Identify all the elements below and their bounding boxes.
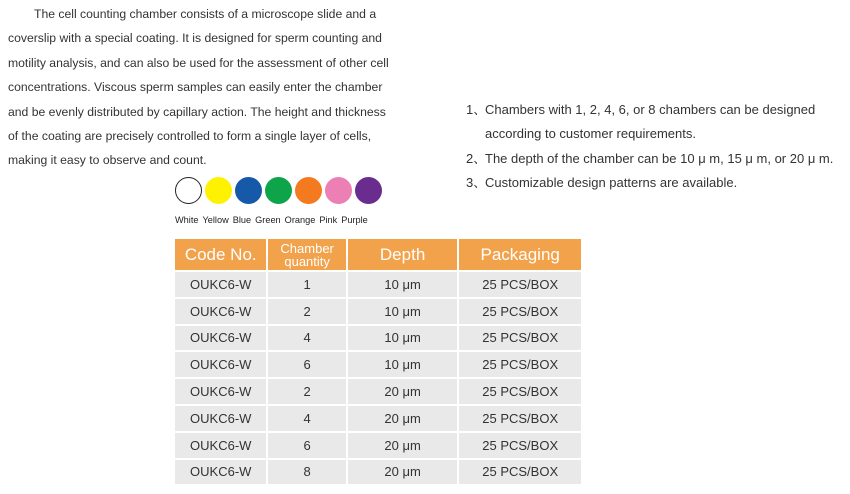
- feature-number: 3、: [466, 175, 487, 191]
- color-swatch-purple: [355, 177, 382, 204]
- color-name: Yellow: [202, 215, 229, 225]
- cell-quantity: 8: [268, 460, 345, 485]
- cell-depth: 20 μm: [348, 433, 458, 458]
- table-header-row: [175, 239, 581, 270]
- cell-depth: 20 μm: [348, 406, 458, 431]
- header-quantity: [268, 239, 345, 270]
- cell-code: OUKC6-W: [175, 460, 266, 485]
- feature-number: 1、: [466, 102, 487, 117]
- intro-line: motility analysis, and can also be used for the assessment of other cell: [8, 55, 389, 70]
- cell-depth: 20 μm: [348, 460, 458, 485]
- table-row: [175, 272, 581, 297]
- color-swatch-yellow: [205, 177, 232, 204]
- cell-quantity: 6: [268, 352, 345, 377]
- header-quantity-line: quantity: [284, 253, 330, 269]
- color-name: White: [175, 215, 199, 225]
- cell-packaging: 25 PCS/BOX: [459, 460, 581, 485]
- table-row: [175, 460, 581, 485]
- table-row: [175, 326, 581, 351]
- table-row: [175, 433, 581, 458]
- intro-line: concentrations. Viscous sperm samples can easily enter the chamber: [8, 80, 383, 95]
- cell-code: OUKC6-W: [175, 433, 266, 458]
- cell-code: OUKC6-W: [175, 326, 266, 351]
- cell-code: OUKC6-W: [175, 352, 266, 377]
- cell-packaging: 25 PCS/BOX: [459, 272, 581, 297]
- feature-item: [466, 171, 850, 195]
- color-name: Purple: [341, 215, 368, 225]
- cell-packaging: 25 PCS/BOX: [459, 326, 581, 351]
- cell-quantity: 1: [268, 272, 345, 297]
- feature-text: Chambers with 1, 2, 4, 6, or 8 chambers can be designed according to customer requirements.: [485, 102, 816, 142]
- feature-text: Customizable design patterns are available.: [485, 175, 738, 191]
- color-name: Green: [255, 215, 281, 225]
- cell-code: OUKC6-W: [175, 272, 266, 297]
- cell-quantity: 6: [268, 433, 345, 458]
- table-row: [175, 299, 581, 324]
- feature-item: [466, 147, 850, 171]
- product-table: [173, 237, 583, 486]
- color-swatches: [175, 177, 382, 204]
- table-row: [175, 352, 581, 377]
- cell-depth: 10 μm: [348, 272, 458, 297]
- header-quantity-line: Chamber: [280, 240, 334, 256]
- table-row: [175, 379, 581, 404]
- header-packaging: Packaging: [459, 239, 581, 270]
- intro-line: coverslip with a special coating. It is designed for sperm counting and: [8, 31, 382, 46]
- cell-quantity: 2: [268, 299, 345, 324]
- color-swatch-green: [265, 177, 292, 204]
- cell-packaging: 25 PCS/BOX: [459, 352, 581, 377]
- feature-list: [466, 98, 850, 196]
- color-swatch-white: [175, 177, 202, 204]
- intro-line: and be evenly distributed by capillary action. The height and thickness: [8, 104, 386, 119]
- feature-number: 2、: [466, 150, 487, 166]
- cell-code: OUKC6-W: [175, 299, 266, 324]
- color-names: [175, 215, 368, 225]
- cell-depth: 10 μm: [348, 352, 458, 377]
- color-name: Orange: [284, 215, 316, 225]
- intro-line: making it easy to observe and count.: [8, 153, 207, 168]
- color-name: Pink: [319, 215, 338, 225]
- color-swatch-blue: [235, 177, 262, 204]
- cell-packaging: 25 PCS/BOX: [459, 379, 581, 404]
- color-swatch-pink: [325, 177, 352, 204]
- table-row: [175, 406, 581, 431]
- cell-code: OUKC6-W: [175, 406, 266, 431]
- cell-code: OUKC6-W: [175, 379, 266, 404]
- cell-depth: 20 μm: [348, 379, 458, 404]
- cell-depth: 10 μm: [348, 326, 458, 351]
- cell-quantity: 4: [268, 326, 345, 351]
- cell-quantity: 2: [268, 379, 345, 404]
- header-depth: Depth: [348, 239, 458, 270]
- feature-text: The depth of the chamber can be 10 μ m, 15 μ m, or 20 μ m.: [485, 150, 834, 166]
- cell-depth: 10 μm: [348, 299, 458, 324]
- cell-quantity: 4: [268, 406, 345, 431]
- color-name: Blue: [232, 215, 252, 225]
- cell-packaging: 25 PCS/BOX: [459, 406, 581, 431]
- intro-line: The cell counting chamber consists of a microscope slide and a: [34, 7, 377, 21]
- cell-packaging: 25 PCS/BOX: [459, 433, 581, 458]
- cell-packaging: 25 PCS/BOX: [459, 299, 581, 324]
- header-code: Code No.: [175, 239, 266, 270]
- color-swatch-orange: [295, 177, 322, 204]
- feature-item: [466, 98, 850, 147]
- intro-paragraph: [8, 2, 408, 173]
- intro-line: of the coating are precisely controlled to form a single layer of cells,: [8, 129, 372, 144]
